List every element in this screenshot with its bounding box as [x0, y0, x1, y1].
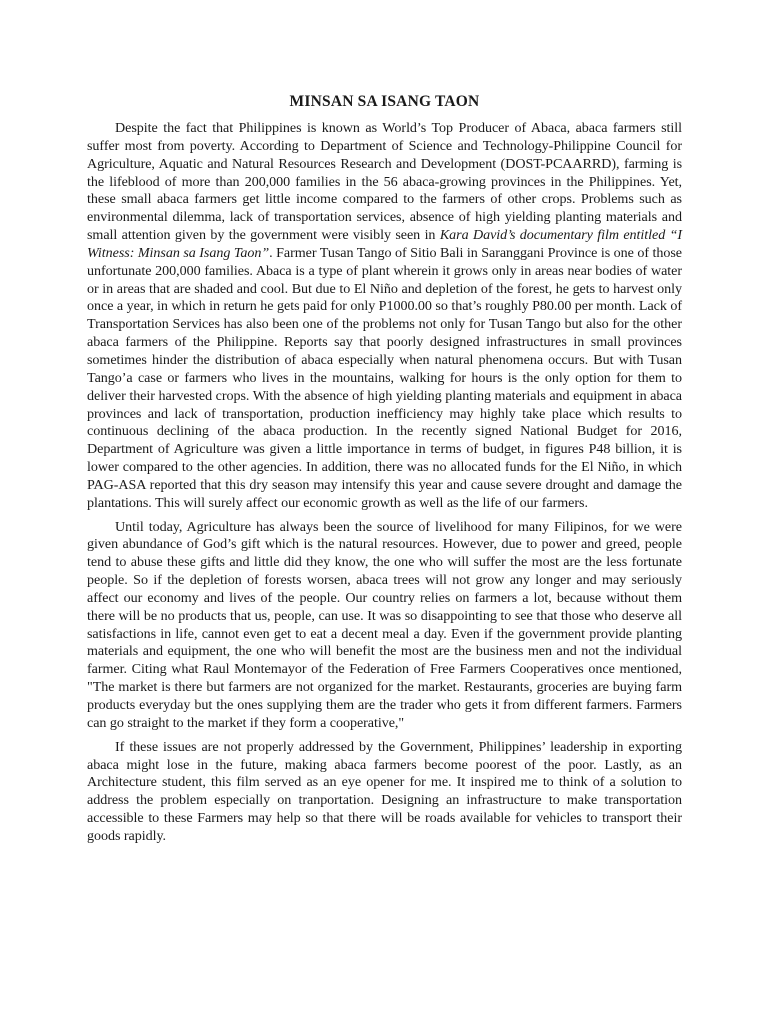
paragraph-1: [87, 120, 682, 513]
paragraph-3: If these issues are not properly addressed by the Government, Philippines’ leadership in exporting abaca might lose in the future, making abaca farmers become poorest of the poor. Lastly, as an Architecture student, this film served as an eye opener for me. It inspired me to think of a solution to address the problem especially on tranportation. Designing an infrastructure to make transportation accessible to these Farmers may help so that there will be roads available for vehicles to transport their goods rapidly.: [87, 738, 682, 844]
paragraph-1-text-before: Despite the fact that Philippines is known as World’s Top Producer of Abaca, abaca farmers still suffer most from poverty. According to Department of Science and Technology-Philippine Council for Agriculture, Aquatic and Natural Resources Research and Development (DOST-PCAARRD), farming is the lifeblood of more than 200,000 families in the 56 abaca-growing provinces in the Philippines. Yet, these small abaca farmers get little income compared to the farmers of other crops. Problems such as environmental dilemma, lack of transportation services, absence of high yielding planting materials and small attention given by the government were visibly seen in: [87, 120, 682, 244]
paragraph-1-text-after: . Farmer Tusan Tango of Sitio Bali in Saranggani Province is one of those unfortunate 200,000 families. Abaca is a type of plant wherein it grows only in areas near bodies of water or in areas that are shaded and cool. But due to El Niño and depletion of the forest, he gets to harvest only once a year, in which in return he gets paid for only P1000.00 so that’s roughly P80.00 per month. Lack of Transportation Services has also been one of the problems not only for Tusan Tango but also for the other abaca farmers of the Philippine. Reports say that poorly designed infrastructures in small provinces sometimes hinder the distribution of abaca especially when natural phenomena occurs. But with Tusan Tango’a case or farmers who lives in the mountains, walking for hours is the only option for them to deliver their harvested crops. With the absence of high yielding planting materials and equipment in abaca provinces and lack of transportation, production inefficiency may highly take place which results to continuous declining of the abaca production. In the recently signed National Budget for 2016, Department of Agriculture was given a little importance in terms of budget, in figures P48 billion, it is lower compared to the other agencies. In addition, there was no allocated funds for the El Niño, in which PAG-ASA reported that this dry season may intensify this year and cause severe drought and damage the plantations. This will surely affect our economic growth as well as the life of our farmers.: [87, 244, 682, 511]
paragraph-2: Until today, Agriculture has always been the source of livelihood for many Filipinos, for we were given abundance of God’s gift which is the natural resources. However, due to power and greed, people tend to abuse these gifts and little did they know, the one who will suffer the most are the less fortunate people. So if the depletion of forests worsen, abaca trees will not grow any longer and may seriously affect our economy and lives of the people. Our country relies on farmers a lot, because without them there will be no products that us, people, can use. It was so disappointing to see that those who deserve all satisfactions in life, cannot even get to eat a decent meal a day. Even if the government provide planting materials and equipment, the one who will benefit the most are the business men and not the individual farmer. Citing what Raul Montemayor of the Federation of Free Farmers Cooperatives once mentioned, "The market is there but farmers are not organized for the market. Restaurants, groceries are buying farm products everyday but the ones supplying them are the trader who gets it from different farmers. Farmers can go straight to the market if they form a cooperative,": [87, 518, 682, 731]
film-title-italic: Kara David’s documentary film entitled “I Witness: Minsan sa Isang Taon”: [87, 227, 683, 261]
document-title: MINSAN SA ISANG TAON: [289, 93, 480, 110]
